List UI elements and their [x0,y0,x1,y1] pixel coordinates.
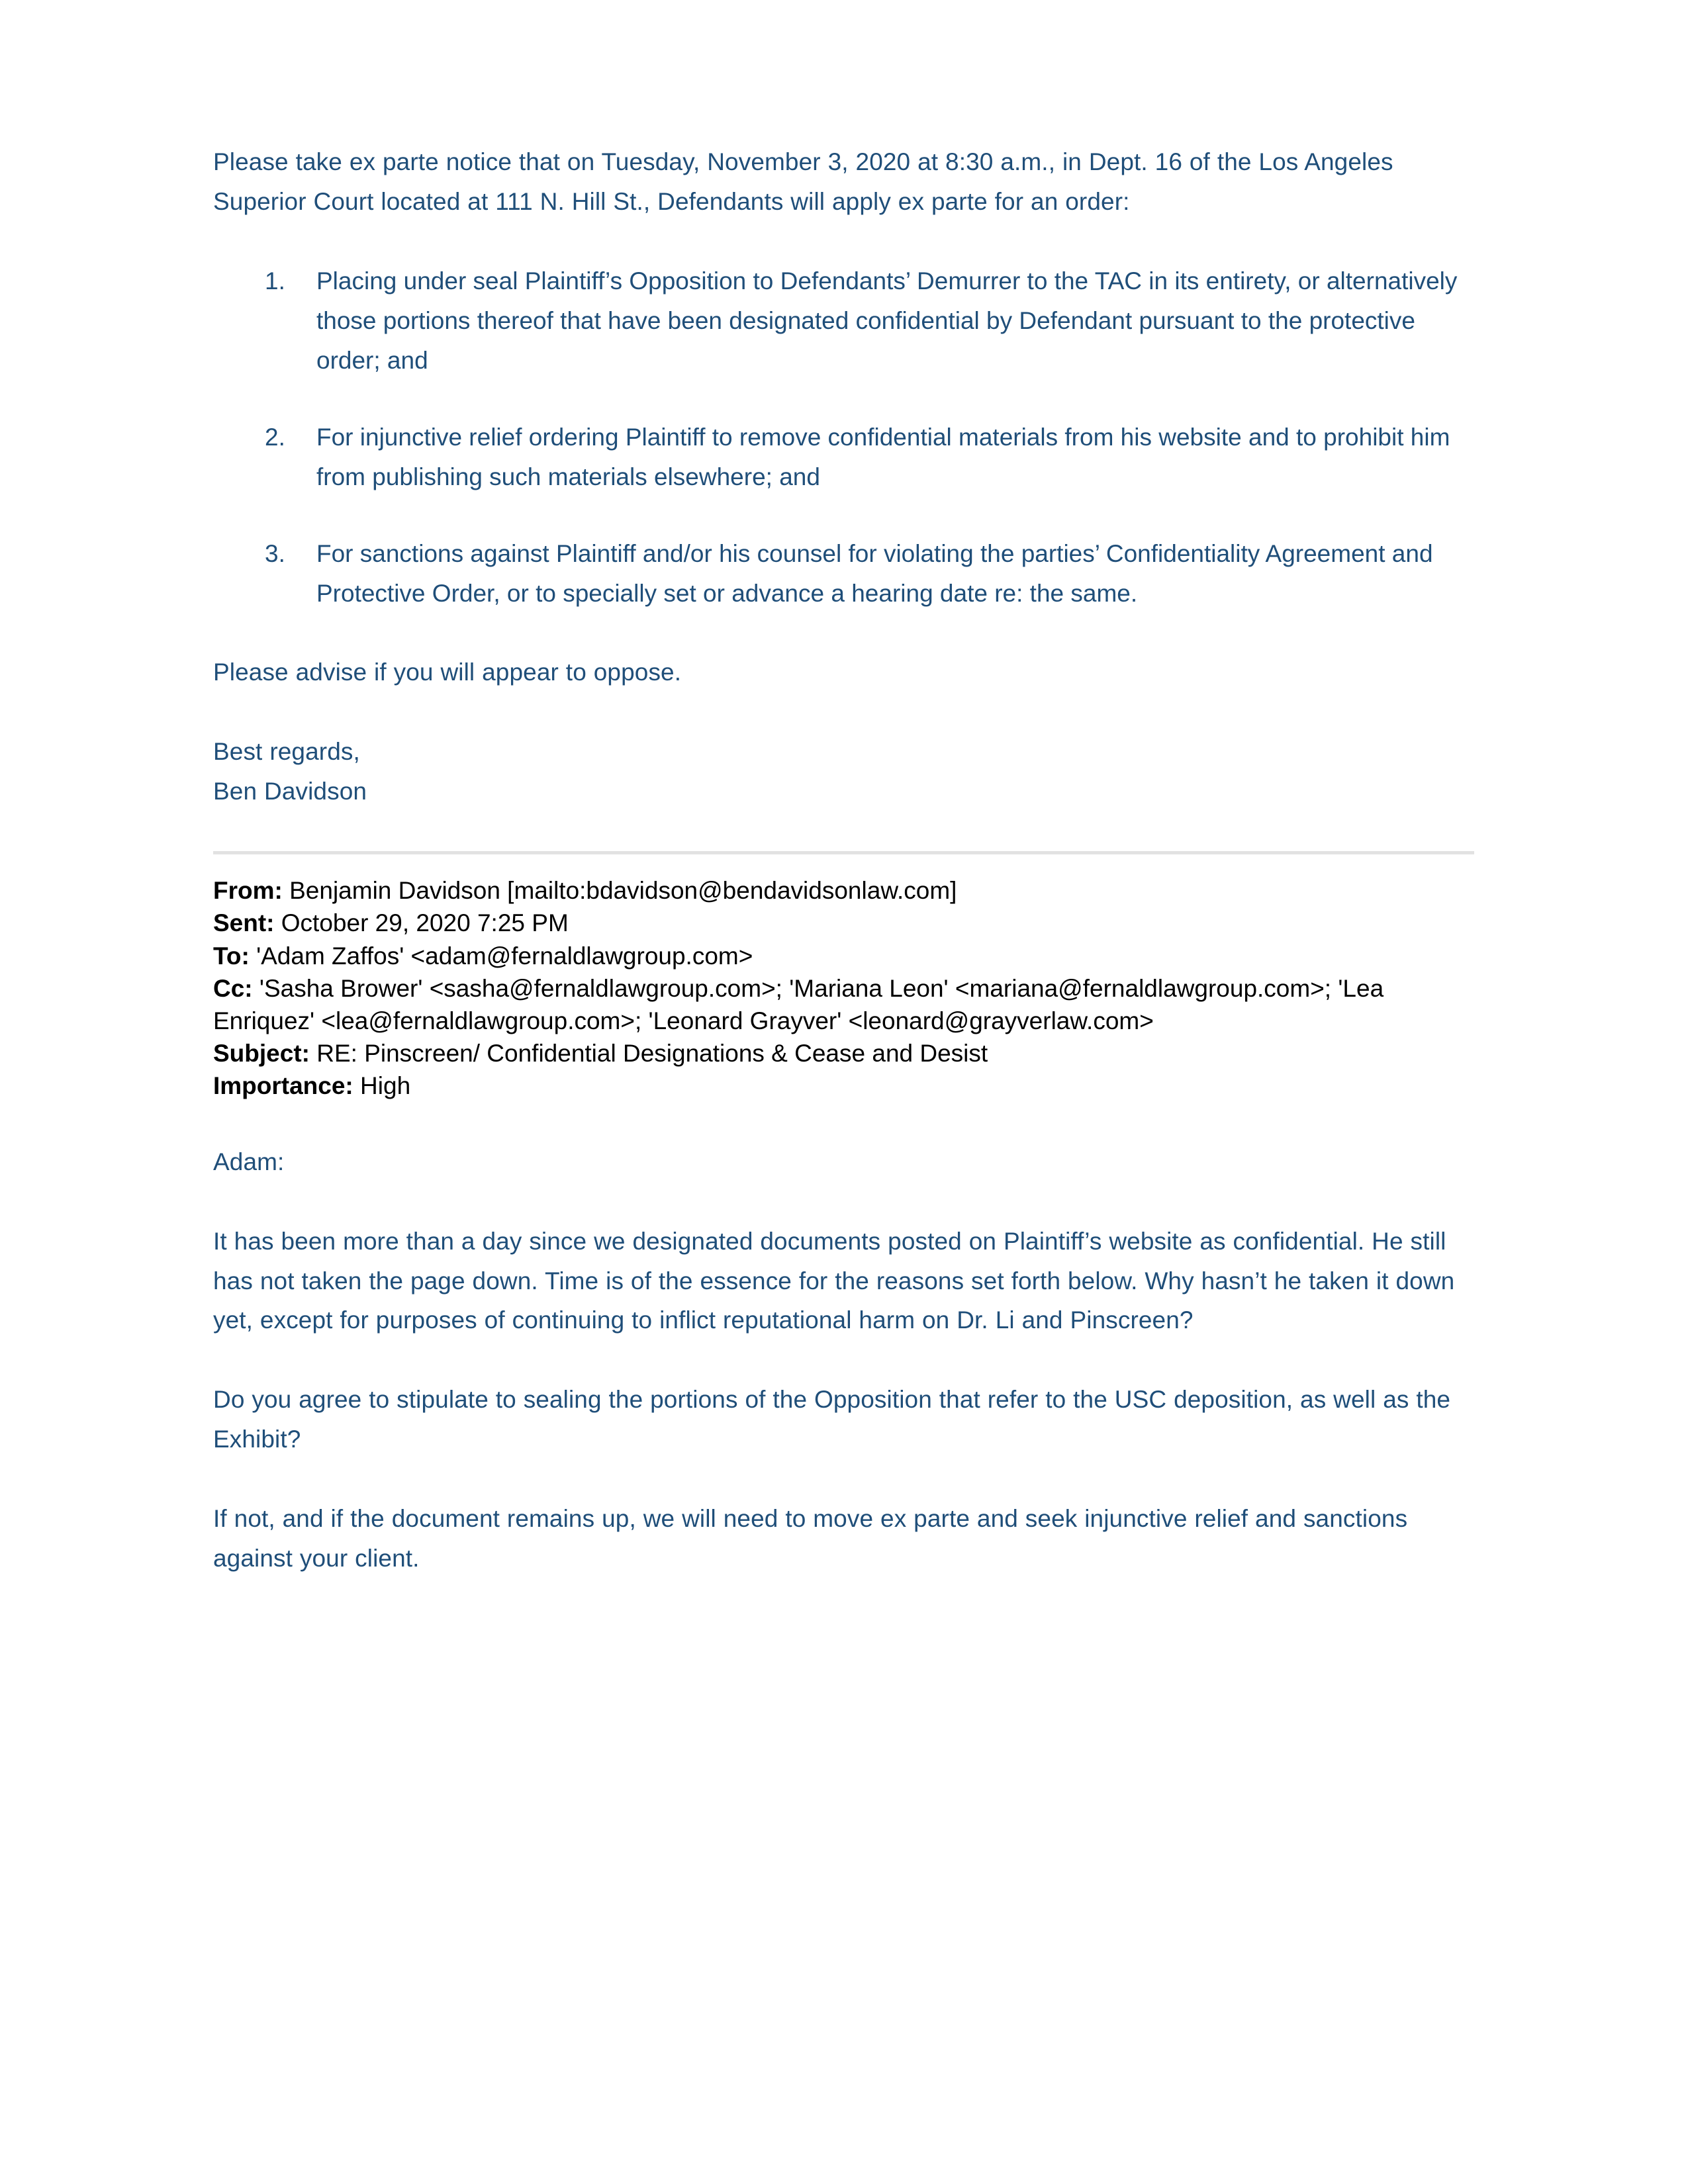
list-item-number: 1. [265,267,285,295]
header-value-to: 'Adam Zaffos' <adam@fernaldlawgroup.com> [256,942,753,970]
quoted-email-headers [213,874,1474,1102]
header-field-sent [213,907,1474,939]
header-field-cc [213,972,1474,1037]
document-content [213,142,1474,1578]
header-field-to [213,940,1474,972]
quoted-email-salutation: Adam: [213,1148,285,1175]
signoff-name: Ben Davidson [213,778,367,805]
list-item [213,418,1474,497]
list-item-number: 3. [265,539,285,567]
header-label-importance: Importance: [213,1072,353,1100]
header-value-sent: October 29, 2020 7:25 PM [281,909,569,937]
spacer-after-salutation [213,1182,1474,1222]
spacer-before-divider [213,811,1474,851]
list-item-number: 2. [265,423,285,451]
spacer-after-divider [213,854,1474,874]
quoted-email-paragraph-2: Do you agree to stipulate to sealing the portions of the Opposition that refer to the USC deposition, as well as the Exhibit? [213,1386,1451,1453]
header-label-sent: Sent: [213,909,275,937]
header-field-importance [213,1069,1474,1102]
requested-orders-list [213,261,1474,614]
header-field-from [213,874,1474,907]
spacer-body-2 [213,1459,1474,1499]
spacer-body-1 [213,1340,1474,1380]
spacer-before-signoff [213,692,1474,732]
spacer-after-intro [213,222,1474,261]
header-label-cc: Cc: [213,974,253,1002]
list-item-text: Placing under seal Plaintiff’s Opposition to Defendants’ Demurrer to the TAC in its entirety, or alternatively those portions thereof that have been designated confidential by Defendant pursuant to the protective order; and [316,267,1458,374]
please-advise-paragraph: Please advise if you will appear to oppose. [213,659,682,686]
header-field-subject [213,1037,1474,1069]
header-value-importance: High [360,1072,411,1100]
list-item [213,534,1474,614]
list-item-text: For sanctions against Plaintiff and/or his counsel for violating the parties’ Confidentiality Agreement and Protective Order, or to specially set or advance a hearing date re: the same. [316,539,1433,607]
header-label-to: To: [213,942,250,970]
header-label-subject: Subject: [213,1040,310,1068]
ex-parte-notice-intro: Please take ex parte notice that on Tuesday, November 3, 2020 at 8:30 a.m., in Dept. 16 of the Los Angeles Superior Court located at 111 N. Hill St., Defendants will apply ex parte for an order: [213,148,1393,215]
header-value-from: Benjamin Davidson [mailto:bdavidson@bendavidsonlaw.com] [289,877,957,905]
quoted-email-paragraph-3: If not, and if the document remains up, we will need to move ex parte and seek injunctive relief and sanctions against your client. [213,1505,1408,1572]
spacer-after-headers [213,1103,1474,1142]
quoted-email-paragraph-1: It has been more than a day since we designated documents posted on Plaintiff’s website as confidential. He still has not taken the page down. Time is of the essence for the reasons set forth below. Why hasn’t he taken it down yet, except for purposes of continuing to inflict reputational harm on Dr. Li and Pinscreen? [213,1227,1455,1334]
header-value-cc: 'Sasha Brower' <sasha@fernaldlawgroup.com>; 'Mariana Leon' <mariana@fernaldlawgroup.com>; 'Lea Enriquez' <lea@fernaldlawgroup.com>; 'Leonard Grayver' <leonard@grayverlaw.com> [213,974,1384,1035]
list-item-text: For injunctive relief ordering Plaintiff to remove confidential materials from his website and to prohibit him from publishing such materials elsewhere; and [316,423,1450,490]
signoff-closing: Best regards, [213,738,360,766]
spacer-after-list [213,613,1474,653]
list-item [213,261,1474,381]
header-value-subject: RE: Pinscreen/ Confidential Designations & Cease and Desist [316,1040,988,1068]
header-label-from: From: [213,877,283,905]
